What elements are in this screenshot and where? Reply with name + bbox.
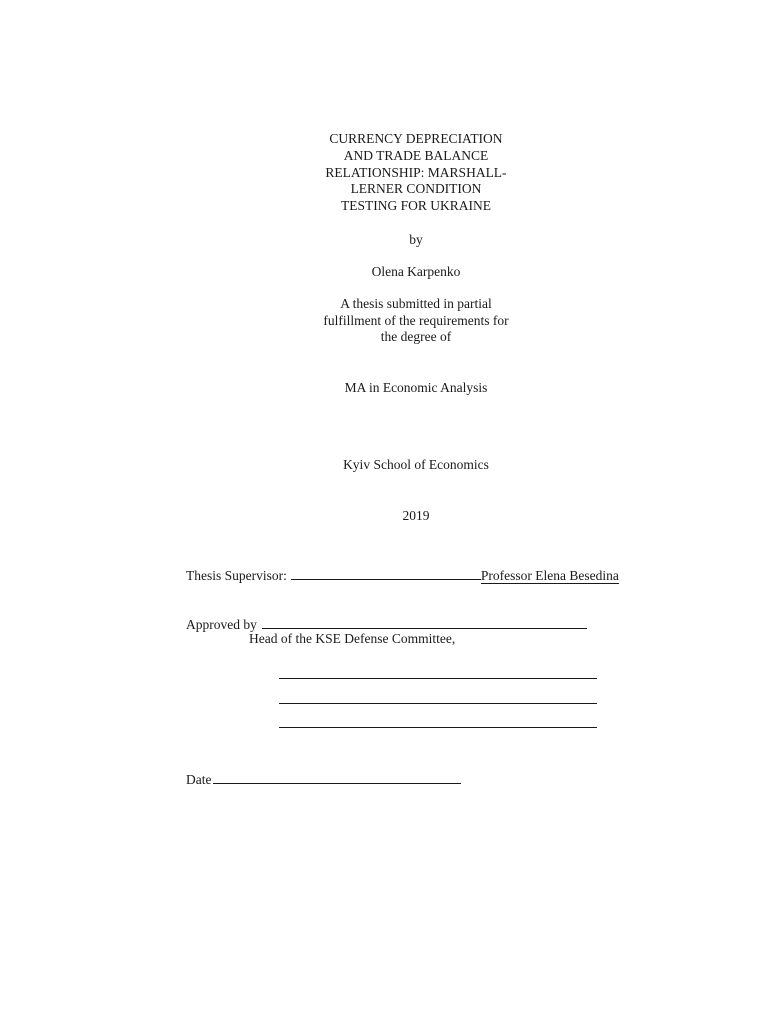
approved-signature-line [262,614,587,629]
signature-line-3 [279,727,597,728]
supervisor-label: Thesis Supervisor: [186,568,287,583]
signature-line-1 [279,678,597,679]
author-name: Olena Karpenko [371,264,461,279]
thesis-title [0,131,770,215]
title-line-4: LERNER CONDITION [350,181,482,197]
date-row [186,769,461,788]
committee-title: Head of the KSE Defense Committee, [249,631,456,646]
thesis-statement-line-3: the degree of [380,329,452,344]
supervisor-row [186,565,619,584]
date-line [213,769,461,784]
title-line-2: AND TRADE BALANCE [343,147,489,163]
thesis-statement [0,296,770,346]
school-name: Kyiv School of Economics [343,457,489,472]
supervisor-signature-line [291,565,481,580]
year: 2019 [402,508,430,523]
signature-line-2 [279,703,597,704]
date-label: Date [186,772,212,787]
by-text: by [409,232,423,247]
title-line-3: RELATIONSHIP: MARSHALL- [325,164,507,180]
title-line-1: CURRENCY DEPRECIATION [329,131,503,146]
thesis-statement-line-1: A thesis submitted in partial [340,296,492,311]
thesis-statement-line-2: fulfillment of the requirements for [323,312,509,328]
supervisor-name: Professor Elena Besedina [480,568,619,583]
approved-by-label: Approved by [186,617,257,632]
degree-name: MA in Economic Analysis [344,380,488,395]
title-line-5: TESTING FOR UKRAINE [341,198,491,214]
